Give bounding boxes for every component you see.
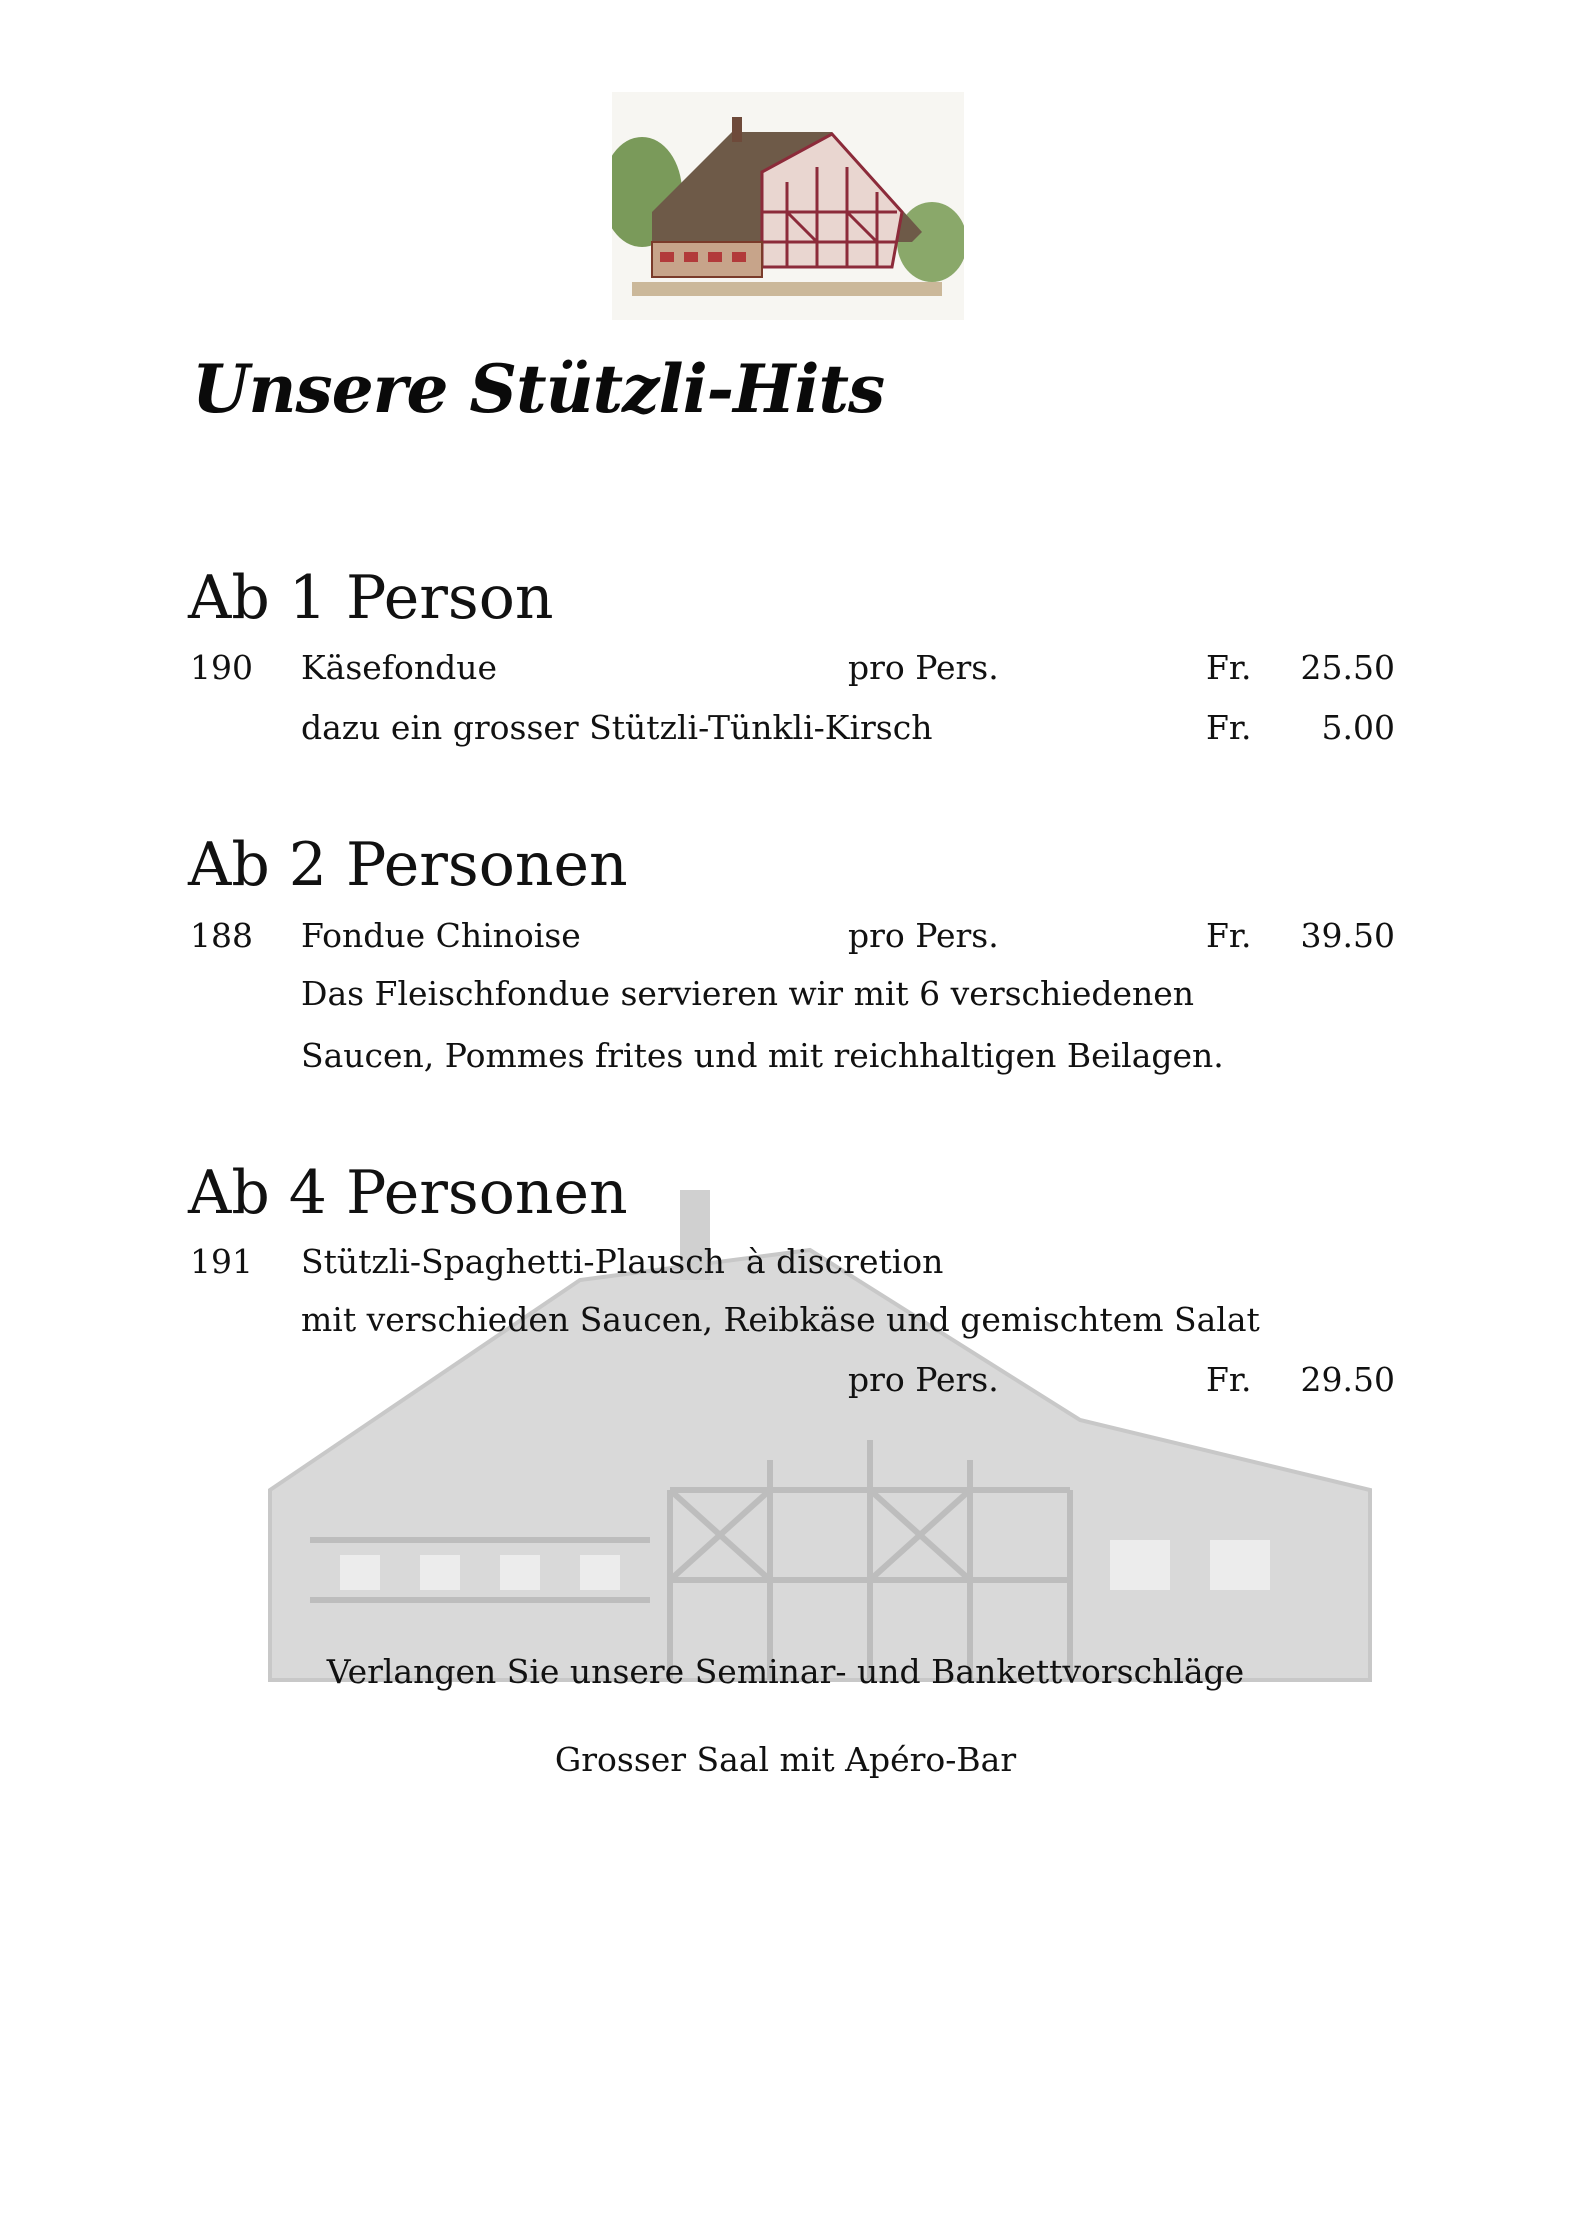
item-name: Fondue Chinoise (301, 916, 581, 955)
item-unit: pro Pers. (848, 648, 999, 687)
item-number: 190 (190, 648, 253, 687)
item-currency: Fr. (1206, 916, 1252, 955)
item-number: 188 (190, 916, 253, 955)
section-heading-4-persons: Ab 4 Personen (188, 1158, 628, 1228)
item-price: 39.50 (1300, 916, 1395, 955)
footer-hall-note: Grosser Saal mit Apéro-Bar (554, 1740, 1017, 1779)
item-price: 25.50 (1300, 648, 1395, 687)
item-description: mit verschieden Saucen, Reibkäse und gemischtem Salat (301, 1300, 1260, 1339)
item-currency: Fr. (1206, 648, 1252, 687)
item-name: dazu ein grosser Stützli-Tünkli-Kirsch (301, 708, 933, 747)
item-currency: Fr. (1206, 708, 1252, 747)
item-name: Käsefondue (301, 648, 498, 687)
section-heading-1-person: Ab 1 Person (188, 563, 554, 633)
item-name: Stützli-Spaghetti-Plausch à discretion (301, 1242, 944, 1281)
farmhouse-logo (612, 92, 964, 320)
section-heading-2-persons: Ab 2 Personen (188, 830, 628, 900)
item-unit: pro Pers. (848, 916, 999, 955)
item-number: 191 (190, 1242, 253, 1281)
item-currency: Fr. (1206, 1360, 1252, 1399)
menu-title: Unsere Stützli-Hits (192, 350, 885, 428)
item-unit: pro Pers. (848, 1360, 999, 1399)
item-price: 5.00 (1321, 708, 1395, 747)
footer-banquet-note: Verlangen Sie unsere Seminar- und Bankettvorschläge (326, 1652, 1245, 1691)
description-text: Saucen, Pommes frites und mit reichhaltigen Beilagen. (301, 1036, 1224, 1075)
description-text: Das Fleischfondue servieren wir mit 6 verschiedenen (301, 974, 1195, 1013)
item-price: 29.50 (1300, 1360, 1395, 1399)
